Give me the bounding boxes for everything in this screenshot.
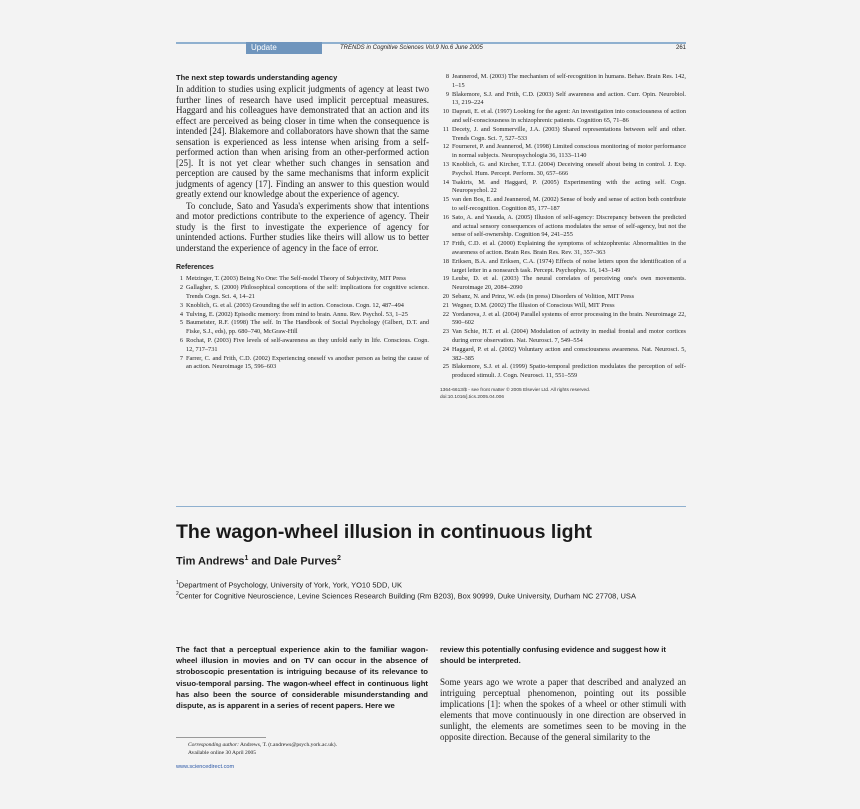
reference-text: Jeannerod, M. (2003) The mechanism of self-recognition in humans. Behav. Brain Res. 142, 1–15 <box>452 73 686 89</box>
reference-number: 18 <box>442 257 449 265</box>
reference-text: Eriksen, B.A. and Eriksen, C.A. (1974) Effects of noise letters upon the identification of a target letter in a nonsearch task. Percept. Psychophys. 16, 143–149 <box>452 257 686 274</box>
reference-text: Van Schie, H.T. et al. (2004) Modulation of activity in medial frontal and motor cortices during error observation. Nat. Neurosci. 7, 549–554 <box>452 328 686 344</box>
reference-item <box>440 346 686 364</box>
reference-item <box>440 108 686 126</box>
section-tag: Update <box>246 42 322 54</box>
header-rule-right <box>322 42 686 44</box>
reference-number: 15 <box>442 196 449 204</box>
reference-list-right <box>440 73 686 381</box>
reference-number: 16 <box>442 213 449 221</box>
reference-item <box>440 328 686 346</box>
reference-item <box>440 293 686 302</box>
reference-number: 25 <box>442 363 449 371</box>
article-title: The wagon-wheel illusion in continuous light <box>176 521 592 543</box>
reference-item <box>176 284 429 302</box>
reference-number: 11 <box>442 125 449 133</box>
reference-number: 8 <box>445 73 449 80</box>
footnote-label: Corresponding author: <box>188 742 239 748</box>
reference-item <box>176 302 429 311</box>
reference-text: Knoblich, G. and Kircher, T.T.J. (2004) Deceiving oneself about being in control. J. Exp. Psychol. Hum. Percept. Perform. 30, 657–666 <box>452 160 686 177</box>
reference-number: 1 <box>179 275 183 283</box>
reference-text: Rochat, P. (2003) Five levels of self-awareness as they unfold early in life. Conscious. Cogn. 12, 717–731 <box>186 336 429 353</box>
reference-item <box>440 161 686 179</box>
reference-number: 13 <box>442 160 449 168</box>
doi-line: doi:10.1016/j.tics.2005.04.006 <box>440 394 505 400</box>
reference-text: Leube, D. et al. (2003) The neural correlates of perceiving one's own movements. Neuroimage 20, 2084–2090 <box>452 275 686 292</box>
reference-item <box>176 355 429 373</box>
reference-number: 5 <box>179 319 183 327</box>
abstract-right: review this potentially confusing evidence and suggest how it should be interpreted. <box>440 645 666 666</box>
reference-number: 10 <box>442 108 449 116</box>
reference-item <box>176 319 429 337</box>
reference-item <box>176 275 429 284</box>
reference-text: Farrer, C. and Frith, C.D. (2002) Experiencing oneself vs another person as being the cause of an action. Neuroimage 15, 596–603 <box>186 354 429 371</box>
corresponding-author-note <box>188 741 337 757</box>
reference-item <box>440 240 686 258</box>
author-name: Dale Purves <box>274 555 338 568</box>
reference-item <box>440 91 686 109</box>
reference-text: Fourneret, P. and Jeannerod, M. (1998) Limited conscious monitoring of motor performance in normal subjects. Neuropsychologia 36, 1133–1140 <box>452 143 686 160</box>
reference-text: Daprati, E. et al. (1997) Looking for the agent: An investigation into consciousness of action and self-consciousness in schizophrenic patients. Cognition 65, 71–86 <box>452 108 686 124</box>
reference-number: 9 <box>445 90 449 98</box>
reference-text: van den Bos, E. and Jeannerod, M. (2002) Sense of body and sense of action both contribute to self-recognition. Cognition 85, 177–187 <box>452 196 686 212</box>
reference-text: Frith, C.D. et al. (2000) Explaining the symptoms of schizophrenia: Abnormalities in the awareness of action. Brain Res. Brain Res. Rev. 31, 357–363 <box>452 240 686 256</box>
reference-text: Baumeister, R.F. (1998) The self. In The Handbook of Social Psychology (Gilbert, D.T. and Fiske, S.J., eds), pp. 680–740, McGraw-Hill <box>186 319 429 336</box>
reference-number: 21 <box>442 301 449 309</box>
reference-text: Blakemore, S.J. et al. (1999) Spatio-temporal prediction modulates the perception of self-produced stimuli. J. Cogn. Neurosci. 11, 551–559 <box>452 363 686 380</box>
reference-text: Sato, A. and Yasuda, A. (2005) Illusion of self-agency: Discrepancy between the predicted and actual sensory consequences of actions modulates the sense of self-agency, but not the sense of self-ownership. Cognition 94, 241–255 <box>452 213 686 239</box>
abstract-left: The fact that a perceptual experience akin to the familiar wagon-wheel illusion in movies and on TV can occur in the absence of stroboscopic presentation is intriguing because of its relevance to visuo-temporal parsing. The wagon-wheel effect in continuous light has also been the source of considerable misunderstanding and dispute, as is apparent in a series of recent papers. Here we <box>176 645 428 711</box>
reference-text: Blakemore, S.J. and Frith, C.D. (2003) Self awareness and action. Curr. Opin. Neurobiol. 13, 219–224 <box>452 90 686 107</box>
header-rule-left <box>176 42 246 44</box>
paragraph-1: In addition to studies using explicit judgments of agency at least two further lines of research have used implicit perceptual measures. Haggard and his colleagues have demonstrated that an action and its effect are perceived as being closer in time when the consequence is intended [24]. Blakemore and collaborators have shown that the same sensation is experienced as less intense when arising from a self-performed action than when arising from an other-performed action [25]. It is not yet clear whether such changes in sensation and perception are caused by the same mechanisms that inform explicit judgments of agency [17]. Finding an answer to this question would greatly extend our knowledge about the experience of agency. <box>176 84 429 200</box>
article-divider <box>176 506 686 507</box>
reference-number: 24 <box>442 345 449 353</box>
reference-item <box>440 73 686 91</box>
page-number: 261 <box>675 45 686 51</box>
right-column <box>440 73 686 401</box>
reference-item <box>176 311 429 320</box>
reference-item <box>440 143 686 161</box>
journal-line: TRENDS in Cognitive Sciences Vol.9 No.6 June 2005 <box>340 45 483 51</box>
reference-text: Haggard, P. et al. (2002) Voluntary action and consciousness awareness. Nat. Neurosci. 5, 382–385 <box>452 345 686 362</box>
reference-text: Metzinger, T. (2003) Being No One: The Self-model Theory of Subjectivity, MIT Press <box>186 275 406 283</box>
reference-text: Sebanz, N. and Prinz, W. eds (in press) Disorders of Volition, MIT Press <box>452 292 635 300</box>
reference-text: Knoblich, G. et al. (2003) Grounding the self in action. Conscious. Cogn. 12, 487–494 <box>186 301 404 309</box>
body-text-intro: Some years ago we wrote a paper that described and analyzed an intriguing perceptual phenomenon, pointing out its possible implications [1]: when the spokes of a wheel or other stimuli with elements that move continuously in one direction are observed in sunlight, the elements are sometimes seen to be moving in the opposite direction. Because of the general similarity to the <box>440 677 686 742</box>
reference-item <box>440 302 686 311</box>
author-line <box>176 555 341 568</box>
reference-item <box>440 126 686 144</box>
section-title: The next step towards understanding agency <box>176 73 338 82</box>
reference-number: 12 <box>442 143 449 151</box>
affiliations <box>176 579 696 601</box>
left-column <box>176 73 429 372</box>
author-affil-mark: 2 <box>337 555 341 562</box>
reference-item <box>440 363 686 381</box>
reference-item <box>440 196 686 214</box>
reference-number: 2 <box>179 284 183 292</box>
author-join: and <box>248 555 275 568</box>
reference-number: 14 <box>442 178 449 186</box>
reference-number: 4 <box>179 310 183 318</box>
reference-item <box>440 258 686 276</box>
reference-number: 3 <box>179 301 183 309</box>
reference-number: 7 <box>179 354 183 362</box>
reference-text: Tsakiris, M. and Haggard, P. (2005) Experimenting with the acting self. Cogn. Neuropsychol. 22 <box>452 178 686 195</box>
sciencedirect-link[interactable]: www.sciencedirect.com <box>176 764 235 770</box>
affiliation-1: $^1$Department of Psychology, University of York, York, YO10 5DD, UK <box>176 580 402 590</box>
online-date: Available online 30 April 2005 <box>188 750 257 756</box>
reference-item <box>176 337 429 355</box>
reference-number: 20 <box>442 292 449 300</box>
affiliation-2: $^2$Center for Cognitive Neuroscience, Levine Sciences Research Building (Rm B203), Box 90999, Duke University, Durham NC 27708, USA <box>176 590 636 601</box>
reference-item <box>440 179 686 197</box>
author-name: Tim Andrews <box>176 555 245 568</box>
reference-item <box>440 311 686 329</box>
reference-number: 19 <box>442 275 449 283</box>
references-heading: References <box>176 264 214 272</box>
paragraph-2: To conclude, Sato and Yasuda's experiments show that intentions and motor predictions contribute to the experience of agency. Their study is the first to investigate the experience of agency for unintended actions. Further studies like theirs will allow us to better understand the experience of agency in the face of error. <box>176 200 429 253</box>
copyright-line: 1364-6613/$ - see front matter © 2005 Elsevier Ltd. All rights reserved. <box>440 387 591 393</box>
reference-text: Tulving, E. (2002) Episodic memory: from mind to brain. Annu. Rev. Psychol. 53, 1–25 <box>186 310 408 318</box>
reference-text: Yordanova, J. et al. (2004) Parallel systems of error processing in the brain. Neuroimage 22, 590–602 <box>452 310 686 327</box>
reference-item <box>440 214 686 240</box>
reference-list-left <box>176 275 429 372</box>
reference-number: 22 <box>442 310 449 318</box>
reference-text: Gallagher, S. (2000) Philosophical conceptions of the self: implications for cognitive science. Trends Cogn. Sci. 4, 14–21 <box>186 284 429 300</box>
footnote-rule <box>176 737 266 738</box>
reference-item <box>440 275 686 293</box>
reference-number: 6 <box>179 336 183 344</box>
reference-text: Wegner, D.M. (2002) The Illusion of Conscious Will, MIT Press <box>452 301 615 309</box>
reference-text: Decety, J. and Sommerville, J.A. (2003) Shared representations between self and other. Trends Cogn. Sci. 7, 527–533 <box>452 125 686 142</box>
author-affil-mark: 1 <box>244 555 249 562</box>
reference-number: 17 <box>442 240 449 248</box>
reference-number: 23 <box>442 328 449 336</box>
footnote-text: Andrews, T. (t.andrews@psych.york.ac.uk). <box>238 742 338 748</box>
